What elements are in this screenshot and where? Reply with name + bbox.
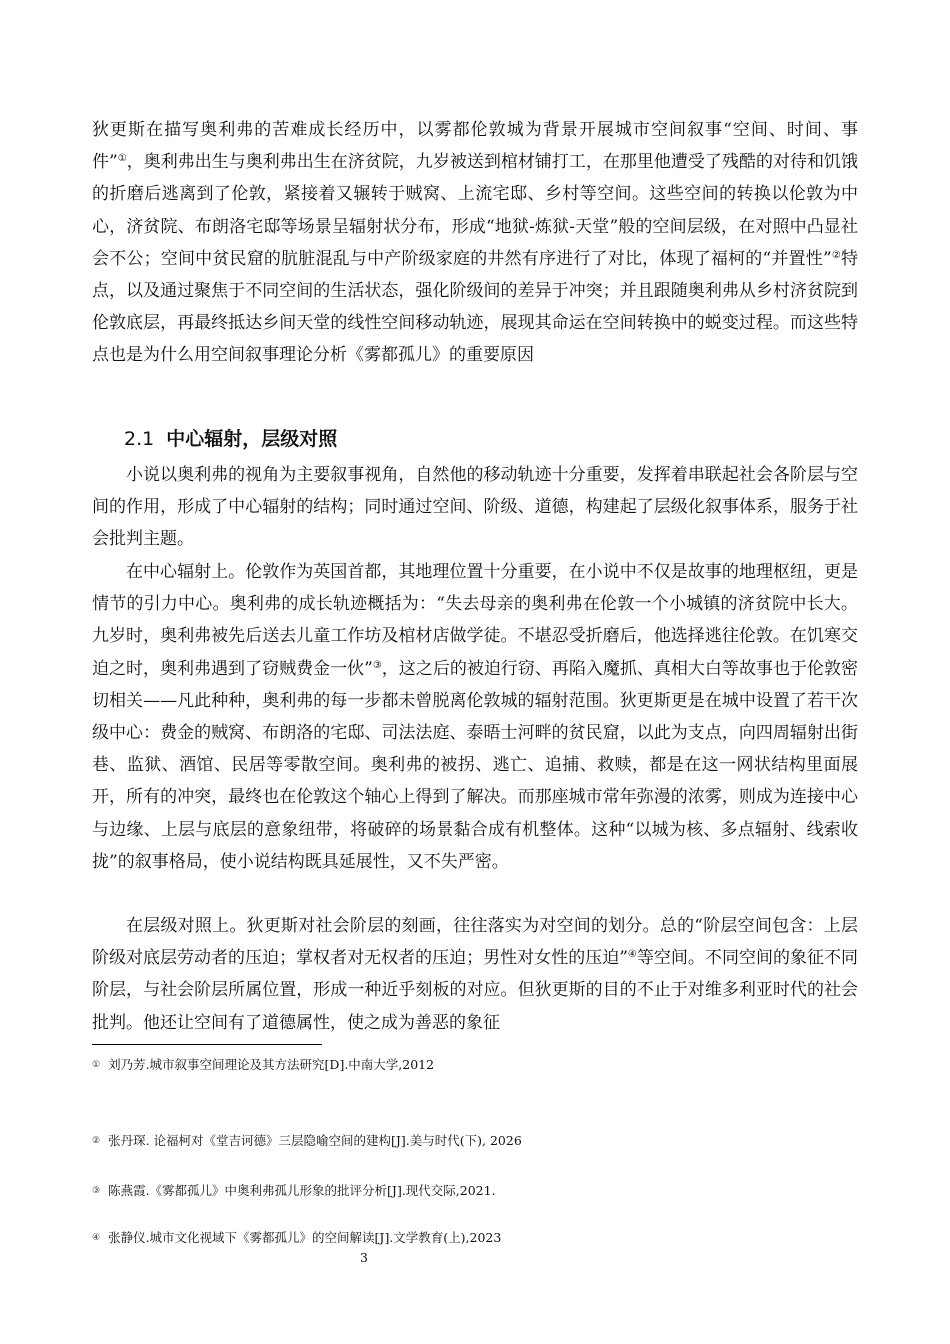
paragraph-text: ，这之后的被迫行窃、再陷入魔抓、真相大白等故事也于伦敦密切相关——凡此种种，奥利弗的每一步都未曾脱离伦敦城的辐射范围。狄更斯更是在城中设置了若干次级中心：费金的贼窝、布朗洛的宅邸、司法法庭、泰晤士河畔的贫民窟，以此为支点，向四周辐射出街巷、监狱、酒馆、民居等零散空间。奥利弗的被拐、逃亡、追捕、救赎，都是在这一网状结构里面展开，所有的冲突，最终也在伦敦这个轴心上得到了解决。而那座城市常年弥漫的浓雾，则成为连接中心与边缘、上层与底层的意象纽带，将破碎的场景黏合成有机整体。这种“以城为核、多点辐射、线索收拢”的叙事格局，使小说结构既具延展性，又不失严密。 [92, 658, 858, 872]
footnote-item [92, 1132, 852, 1150]
footnote-ref[interactable]: ③ [372, 659, 382, 671]
footnote-mark: ① [92, 1060, 101, 1070]
footnote-divider [92, 1044, 322, 1045]
footnote-item [92, 1182, 852, 1200]
body-paragraph-center-radiation [92, 556, 858, 878]
footnote-text: 陈燕霞.《雾都孤儿》中奥利弗孤儿形象的批评分析[J].现代交际,2021. [108, 1183, 496, 1198]
page-number: 3 [360, 1250, 368, 1265]
footnote-text: 张静仪.城市文化视域下《雾都孤儿》的空间解读[J].文学教育(上),2023 [108, 1230, 502, 1245]
paragraph-text: ，奥利弗出生与奥利弗出生在济贫院，九岁被送到棺材铺打工，在那里他遭受了残酷的对待和饥饿的折磨后逃离到了伦敦，紧接着又辗转于贼窝、上流宅邸、乡村等空间。这些空间的转换以伦敦为中心，济贫院、布朗洛宅邸等场景呈辐射状分布，形成“地狱-炼狱-天堂”般的空间层级，在对照中凸显社会不公；空间中贫民窟的肮脏混乱与中产阶级家庭的井然有序进行了对比，体现了福柯的“并置性” [92, 152, 858, 269]
paragraph-text: 在中心辐射上。伦敦作为英国首都，其地理位置十分重要，在小说中不仅是故事的地理枢纽，更是情节的引力中心。奥利弗的成长轨迹概括为：“失去母亲的奥利弗在伦敦一个小城镇的济贫院中长大。九岁时，奥利弗被先后送去儿童工作坊及棺材店做学徒。不堪忍受折磨后，他选择逃往伦敦。在饥寒交迫之时，奥利弗遇到了窃贼费金一伙” [92, 562, 858, 679]
footnote-item [92, 1229, 852, 1247]
footnote-ref[interactable]: ④ [627, 949, 637, 961]
paragraph-text: 等空间。不同空间的象征不同阶层，与社会阶层所属位置，形成一种近乎刻板的对应。但狄更斯的目的不止于对维多利亚时代的社会批判。他还让空间有了道德属性，使之成为善恶的象征 [92, 948, 858, 1033]
paragraph-text: 狄更斯在描写奥利弗的苦难成长经历中，以雾都伦敦城为背景开展城市空间叙事“空间、时间、事件” [92, 120, 858, 173]
footnote-text: 张丹琛. 论福柯对《堂吉诃德》三层隐喻空间的建构[J].美与时代(下), 2026 [108, 1133, 522, 1148]
footnote-item [92, 1056, 852, 1074]
footnote-text: 刘乃芳.城市叙事空间理论及其方法研究[D].中南大学,2012 [108, 1057, 435, 1072]
section-heading [124, 424, 337, 451]
section-number: 2.1 [124, 428, 155, 450]
body-paragraph-intro [92, 114, 858, 372]
section-title: 中心辐射，层级对照 [166, 428, 338, 450]
paragraph-text: 在层级对照上。狄更斯对社会阶层的刻画，往往落实为对空间的划分。总的“阶层空间包含：上层阶级对底层劳动者的压迫；掌权者对无权者的压迫；男性对女性的压迫” [92, 916, 858, 969]
footnote-ref[interactable]: ① [117, 153, 127, 165]
footnote-mark: ② [92, 1136, 101, 1146]
footnote-ref[interactable]: ② [831, 249, 841, 261]
body-paragraph-overview: 小说以奥利弗的视角为主要叙事视角，自然他的移动轨迹十分重要，发挥着串联起社会各阶层与空间的作用，形成了中心辐射的结构；同时通过空间、阶级、道德，构建起了层级化叙事体系，服务于社会批判主题。 [92, 465, 858, 550]
footnote-mark: ④ [92, 1233, 101, 1243]
footnote-mark: ③ [92, 1186, 101, 1196]
paragraph-text: 特点，以及通过聚焦于不同空间的生活状态，强化阶级间的差异于冲突；并且跟随奥利弗从乡村济贫院到伦敦底层，再最终抵达乡间天堂的线性空间移动轨迹，展现其命运在空间转换中的蜕变过程。而这些特点也是为什么用空间叙事理论分析《雾都孤儿》的重要原因 [92, 248, 858, 366]
body-paragraph-hierarchy [92, 910, 858, 1039]
